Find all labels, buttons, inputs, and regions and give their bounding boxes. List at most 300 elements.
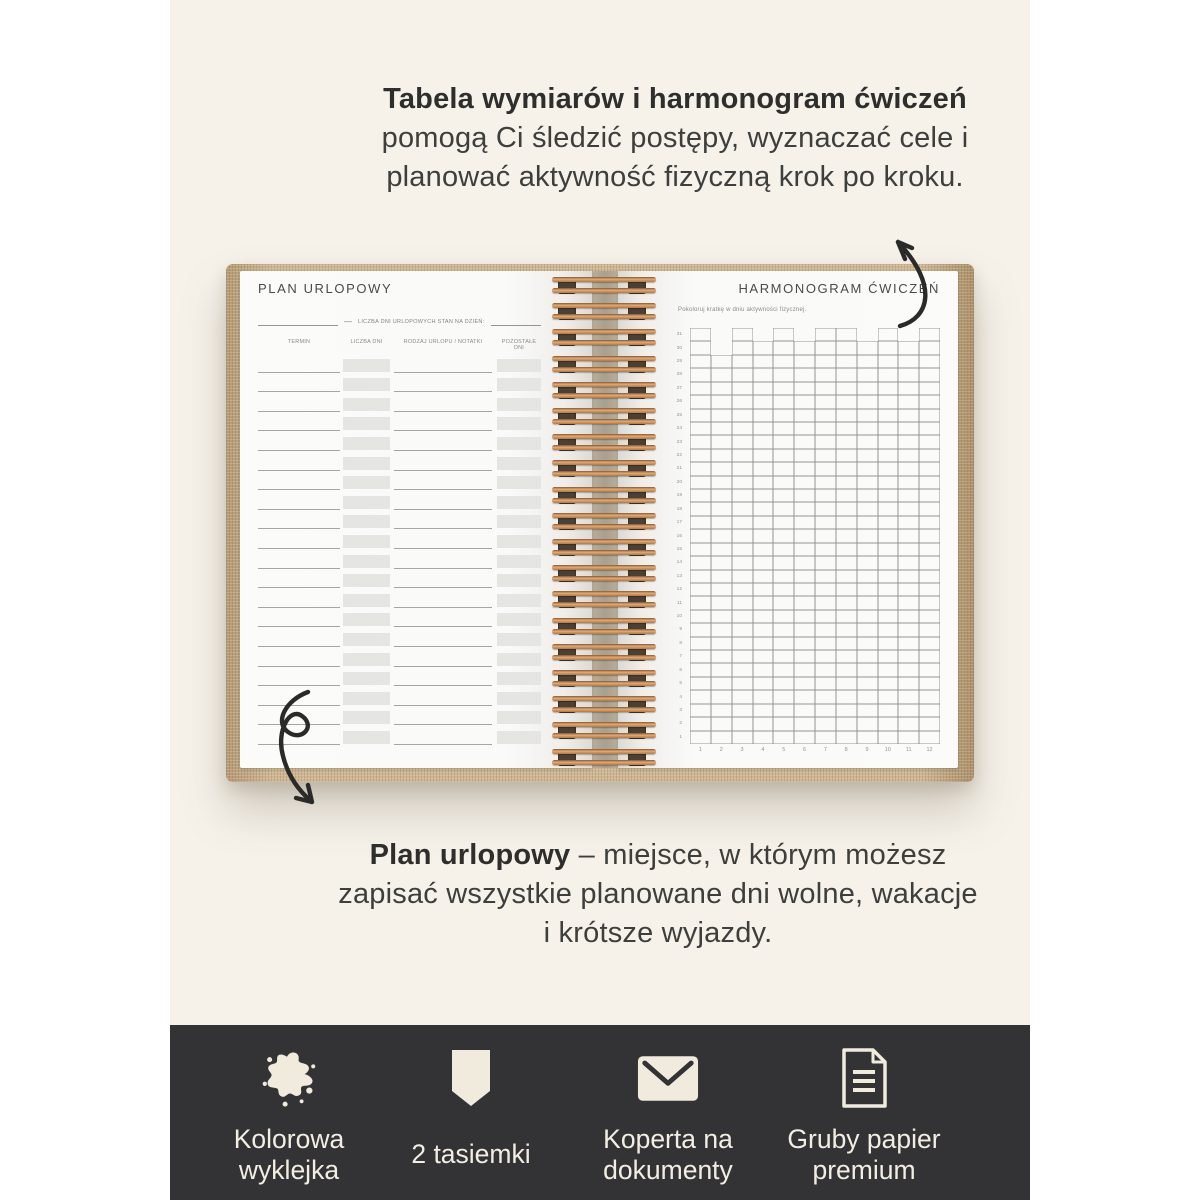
wire-loop xyxy=(552,669,656,691)
copper-wire xyxy=(552,434,656,439)
grid-cell xyxy=(753,409,774,422)
wire-loop xyxy=(552,486,656,508)
days-count-box xyxy=(343,613,390,626)
copper-wire xyxy=(552,733,656,738)
feature-label: Koperta na dokumenty xyxy=(603,1123,733,1185)
vacation-type-line xyxy=(394,724,492,745)
copper-wire xyxy=(552,277,656,282)
days-count-box xyxy=(343,476,390,489)
grid-cell xyxy=(794,529,815,542)
grid-cell xyxy=(753,382,774,395)
features-bar xyxy=(170,1025,1030,1200)
grid-cell xyxy=(857,382,878,395)
term-line xyxy=(258,411,340,432)
copper-wire xyxy=(552,629,656,634)
grid-cell xyxy=(773,556,794,569)
grid-cell xyxy=(815,516,836,529)
day-label: 7 xyxy=(679,654,682,660)
grid-cell xyxy=(690,368,711,381)
grid-cell xyxy=(690,449,711,462)
term-line xyxy=(258,430,340,451)
wire-loop xyxy=(552,617,656,639)
grid-cell xyxy=(794,690,815,703)
grid-cell xyxy=(794,382,815,395)
days-left-box xyxy=(497,711,541,724)
grid-cell xyxy=(857,395,878,408)
wire-loop xyxy=(552,590,656,612)
grid-cell xyxy=(919,476,940,489)
days-count-box xyxy=(343,457,390,470)
grid-cell xyxy=(878,489,899,502)
grid-cell xyxy=(690,341,711,354)
vacation-type-line xyxy=(394,470,492,491)
table-row xyxy=(258,667,541,687)
grid-cell xyxy=(753,476,774,489)
grid-cell xyxy=(898,677,919,690)
vacation-summary-row xyxy=(258,315,541,326)
grid-cell xyxy=(773,449,794,462)
wire-loop xyxy=(552,512,656,534)
grid-cell xyxy=(753,368,774,381)
grid-cell xyxy=(919,449,940,462)
day-label: 17 xyxy=(676,520,682,526)
grid-cell xyxy=(815,462,836,475)
days-left-box xyxy=(497,359,541,372)
copper-wire xyxy=(552,618,656,623)
grid-cell xyxy=(919,422,940,435)
copper-wire xyxy=(552,707,656,712)
grid-cell xyxy=(690,543,711,556)
grid-cell xyxy=(836,435,857,448)
grid-cell xyxy=(732,637,753,650)
day-label: 27 xyxy=(676,385,682,391)
day-label: 23 xyxy=(676,439,682,445)
grid-cell xyxy=(857,650,878,663)
grid-cell xyxy=(711,476,732,489)
grid-cell xyxy=(898,623,919,636)
table-row xyxy=(258,529,541,549)
grid-cell xyxy=(815,704,836,717)
grid-cell xyxy=(898,382,919,395)
day-label: 10 xyxy=(676,614,682,620)
grid-cell xyxy=(857,596,878,609)
grid-cell xyxy=(753,395,774,408)
grid-cell xyxy=(878,409,899,422)
grid-cell xyxy=(711,717,732,730)
grid-cell xyxy=(878,449,899,462)
grid-cell xyxy=(836,409,857,422)
grid-cell xyxy=(690,637,711,650)
grid-cell xyxy=(878,382,899,395)
grid-cell xyxy=(836,382,857,395)
grid-cell xyxy=(753,462,774,475)
grid-cell xyxy=(732,717,753,730)
day-label: 24 xyxy=(676,426,682,432)
grid-cell xyxy=(815,677,836,690)
grid-cell xyxy=(815,382,836,395)
grid-cell xyxy=(815,476,836,489)
grid-cell xyxy=(732,583,753,596)
feature-item xyxy=(356,1025,586,1200)
grid-cell xyxy=(773,489,794,502)
wire-loop xyxy=(552,433,656,455)
grid-cell xyxy=(794,731,815,744)
grid-cell xyxy=(690,663,711,676)
grid-cell xyxy=(815,355,836,368)
grid-cell xyxy=(919,435,940,448)
grid-cell xyxy=(773,623,794,636)
grid-cell xyxy=(711,610,732,623)
table-row xyxy=(258,549,541,569)
grid-cell xyxy=(753,650,774,663)
days-count-box xyxy=(343,359,390,372)
grid-cell xyxy=(794,650,815,663)
days-count-box xyxy=(343,535,390,548)
days-count-box xyxy=(343,594,390,607)
grid-cell xyxy=(690,570,711,583)
table-row xyxy=(258,627,541,647)
grid-cell xyxy=(773,476,794,489)
grid-cell xyxy=(815,610,836,623)
grid-cell xyxy=(690,610,711,623)
days-left-box xyxy=(497,555,541,568)
grid-cell xyxy=(919,556,940,569)
term-line xyxy=(258,470,340,491)
grid-cell xyxy=(773,704,794,717)
day-label: 26 xyxy=(676,399,682,405)
feature-label: Gruby papier premium xyxy=(787,1123,941,1185)
term-line xyxy=(258,568,340,589)
day-label: 8 xyxy=(679,640,682,646)
days-count-box xyxy=(343,417,390,430)
day-label: 5 xyxy=(679,681,682,687)
grid-cell xyxy=(753,583,774,596)
table-row xyxy=(258,569,541,589)
grid-cell xyxy=(815,583,836,596)
summary-label: LICZBA DNI URLOPOWYCH STAN NA DZIEŃ: xyxy=(358,319,485,325)
day-label: 18 xyxy=(676,506,682,512)
grid-cell xyxy=(878,610,899,623)
days-count-box xyxy=(343,653,390,666)
grid-cell xyxy=(898,717,919,730)
copper-wire xyxy=(552,288,656,293)
table-row xyxy=(258,431,541,451)
plan-note-bold: Plan urlopowy xyxy=(369,839,571,871)
month-label: 2 xyxy=(719,747,723,753)
grid-cell xyxy=(919,650,940,663)
days-left-box xyxy=(497,515,541,528)
day-label: 12 xyxy=(676,587,682,593)
days-count-box xyxy=(343,574,390,587)
copper-wire xyxy=(552,749,656,754)
grid-cell xyxy=(773,516,794,529)
grid-cell xyxy=(794,422,815,435)
right-page-title: HARMONOGRAM ĆWICZEŃ xyxy=(738,281,940,296)
grid-cell xyxy=(836,328,857,341)
grid-cell xyxy=(794,623,815,636)
grid-cell xyxy=(919,677,940,690)
grid-cell xyxy=(836,583,857,596)
grid-cell xyxy=(857,623,878,636)
table-row xyxy=(258,471,541,491)
grid-cell xyxy=(878,422,899,435)
grid-cell xyxy=(732,489,753,502)
wire-loop xyxy=(552,643,656,665)
grid-cell xyxy=(773,731,794,744)
grid-cell xyxy=(773,435,794,448)
table-row xyxy=(258,412,541,432)
grid-cell xyxy=(794,368,815,381)
grid-cell xyxy=(794,570,815,583)
grid-cell xyxy=(732,516,753,529)
wire-loop xyxy=(552,721,656,743)
grid-cell xyxy=(878,704,899,717)
spiral-binding xyxy=(552,276,656,770)
grid-cell xyxy=(732,596,753,609)
grid-cell xyxy=(857,690,878,703)
copper-wire xyxy=(552,340,656,345)
grid-cell xyxy=(732,435,753,448)
grid-cell xyxy=(919,663,940,676)
grid-cell xyxy=(794,704,815,717)
grid-cell xyxy=(919,731,940,744)
days-left-box xyxy=(497,476,541,489)
grid-cell xyxy=(711,704,732,717)
grid-cell xyxy=(753,596,774,609)
grid-cell xyxy=(690,596,711,609)
days-left-box xyxy=(497,653,541,666)
days-count-box xyxy=(343,378,390,391)
grid-cell xyxy=(711,637,732,650)
grid-cell xyxy=(773,583,794,596)
grid-cell xyxy=(857,409,878,422)
grid-cell xyxy=(711,462,732,475)
column-header: RODZAJ URLOPU / NOTATKI xyxy=(403,339,483,345)
grid-cell xyxy=(732,610,753,623)
day-label: 13 xyxy=(676,573,682,579)
grid-cell xyxy=(898,731,919,744)
table-row xyxy=(258,451,541,471)
grid-cell xyxy=(836,395,857,408)
grid-cell xyxy=(815,731,836,744)
grid-cell xyxy=(878,355,899,368)
grid-cell xyxy=(815,663,836,676)
wire-loop xyxy=(552,538,656,560)
grid-cell xyxy=(711,368,732,381)
vacation-type-line xyxy=(394,450,492,471)
copper-wire xyxy=(552,576,656,581)
copper-wire xyxy=(552,419,656,424)
grid-cell xyxy=(732,704,753,717)
day-label: 16 xyxy=(676,533,682,539)
wire-loop xyxy=(552,564,656,586)
grid-cell xyxy=(836,570,857,583)
grid-cell xyxy=(690,731,711,744)
grid-cell xyxy=(732,382,753,395)
day-label: 29 xyxy=(676,359,682,365)
grid-cell xyxy=(857,368,878,381)
grid-cell xyxy=(836,502,857,515)
days-left-box xyxy=(497,613,541,626)
grid-cell xyxy=(857,435,878,448)
copper-wire xyxy=(552,367,656,372)
copper-wire xyxy=(552,760,656,765)
grid-cell xyxy=(773,328,794,341)
term-line xyxy=(258,528,340,549)
grid-cell xyxy=(711,435,732,448)
table-row xyxy=(258,490,541,510)
grid-cell xyxy=(836,355,857,368)
vacation-table-header xyxy=(258,339,541,351)
grid-cell xyxy=(878,677,899,690)
grid-cell xyxy=(732,368,753,381)
grid-cell xyxy=(815,328,836,341)
grid-cell xyxy=(836,731,857,744)
grid-cell xyxy=(711,543,732,556)
grid-cell xyxy=(773,677,794,690)
grid-month-labels xyxy=(690,747,940,753)
grid-cell xyxy=(794,502,815,515)
wire-loop xyxy=(552,407,656,429)
grid-cell xyxy=(836,543,857,556)
days-left-box xyxy=(497,378,541,391)
days-left-box xyxy=(497,417,541,430)
month-label: 11 xyxy=(905,747,912,753)
grid-cell xyxy=(773,355,794,368)
grid-cell xyxy=(711,731,732,744)
copper-wire xyxy=(552,550,656,555)
copper-wire xyxy=(552,539,656,544)
grid-cell xyxy=(815,570,836,583)
grid-cell xyxy=(919,529,940,542)
grid-cell xyxy=(815,341,836,354)
grid-cell xyxy=(773,543,794,556)
left-page-title: PLAN URLOPOWY xyxy=(258,281,393,296)
grid-cell xyxy=(898,489,919,502)
grid-cell xyxy=(753,610,774,623)
grid-cell xyxy=(773,663,794,676)
grid-cell xyxy=(919,637,940,650)
grid-cell xyxy=(857,570,878,583)
column-header: LICZBA DNI xyxy=(350,339,383,345)
days-left-box xyxy=(497,672,541,685)
days-left-box xyxy=(497,692,541,705)
grid-cell xyxy=(919,596,940,609)
term-line xyxy=(258,489,340,510)
grid-cell xyxy=(732,731,753,744)
term-line xyxy=(258,450,340,471)
grid-cell xyxy=(836,489,857,502)
grid-cell xyxy=(919,543,940,556)
day-label: 14 xyxy=(676,560,682,566)
table-row xyxy=(258,353,541,373)
copper-wire xyxy=(552,524,656,529)
paint-splat-icon xyxy=(258,1046,320,1110)
grid-cell xyxy=(690,677,711,690)
vacation-type-line xyxy=(394,391,492,412)
grid-cell xyxy=(753,502,774,515)
summary-blank-line xyxy=(258,315,338,326)
grid-cell xyxy=(878,583,899,596)
exercise-grid xyxy=(690,328,940,744)
grid-cell xyxy=(878,462,899,475)
grid-cell xyxy=(836,341,857,354)
grid-cell xyxy=(753,355,774,368)
grid-cell xyxy=(732,462,753,475)
days-left-box xyxy=(497,457,541,470)
copper-wire xyxy=(552,303,656,308)
intro-bold: Tabela wymiarów i harmonogram ćwiczeń xyxy=(383,83,967,115)
day-label: 20 xyxy=(676,479,682,485)
vacation-type-line xyxy=(394,372,492,393)
grid-cell xyxy=(753,435,774,448)
grid-cell xyxy=(919,409,940,422)
grid-cell xyxy=(773,529,794,542)
month-label: 10 xyxy=(884,747,891,753)
grid-cell xyxy=(898,637,919,650)
wire-loop xyxy=(552,276,656,298)
grid-cell xyxy=(711,570,732,583)
grid-cell xyxy=(919,610,940,623)
grid-cell xyxy=(690,704,711,717)
grid-cell xyxy=(815,529,836,542)
wire-loop xyxy=(552,459,656,481)
grid-cell xyxy=(836,650,857,663)
grid-cell xyxy=(919,704,940,717)
vacation-type-line xyxy=(394,430,492,451)
grid-cell xyxy=(690,355,711,368)
grid-cell xyxy=(794,355,815,368)
term-line xyxy=(258,509,340,530)
grid-cell xyxy=(815,409,836,422)
grid-cell xyxy=(732,395,753,408)
grid-cell xyxy=(690,583,711,596)
grid-cell xyxy=(711,677,732,690)
grid-cell xyxy=(753,623,774,636)
grid-cell xyxy=(878,543,899,556)
grid-cell xyxy=(690,395,711,408)
term-line xyxy=(258,666,340,687)
grid-cell xyxy=(732,690,753,703)
grid-cell xyxy=(794,637,815,650)
grid-cell xyxy=(836,677,857,690)
grid-cell xyxy=(919,717,940,730)
grid-cell xyxy=(773,502,794,515)
copper-wire xyxy=(552,382,656,387)
copper-wire xyxy=(552,460,656,465)
grid-cell xyxy=(794,328,815,341)
arrow-to-plan-icon xyxy=(270,686,354,824)
grid-cell xyxy=(732,409,753,422)
vacation-type-line xyxy=(394,411,492,432)
bookmark-ribbon-icon xyxy=(451,1046,491,1110)
grid-cell xyxy=(711,341,732,354)
grid-cell xyxy=(794,596,815,609)
grid-cell xyxy=(711,382,732,395)
term-line xyxy=(258,607,340,628)
day-label: 11 xyxy=(677,600,682,606)
grid-cell xyxy=(773,570,794,583)
grid-cell xyxy=(794,583,815,596)
grid-cell xyxy=(836,690,857,703)
grid-cell xyxy=(878,341,899,354)
days-left-box xyxy=(497,633,541,646)
day-label: 3 xyxy=(679,708,682,714)
grid-cell xyxy=(773,690,794,703)
grid-cell xyxy=(711,516,732,529)
grid-cell xyxy=(919,382,940,395)
copper-wire xyxy=(552,445,656,450)
